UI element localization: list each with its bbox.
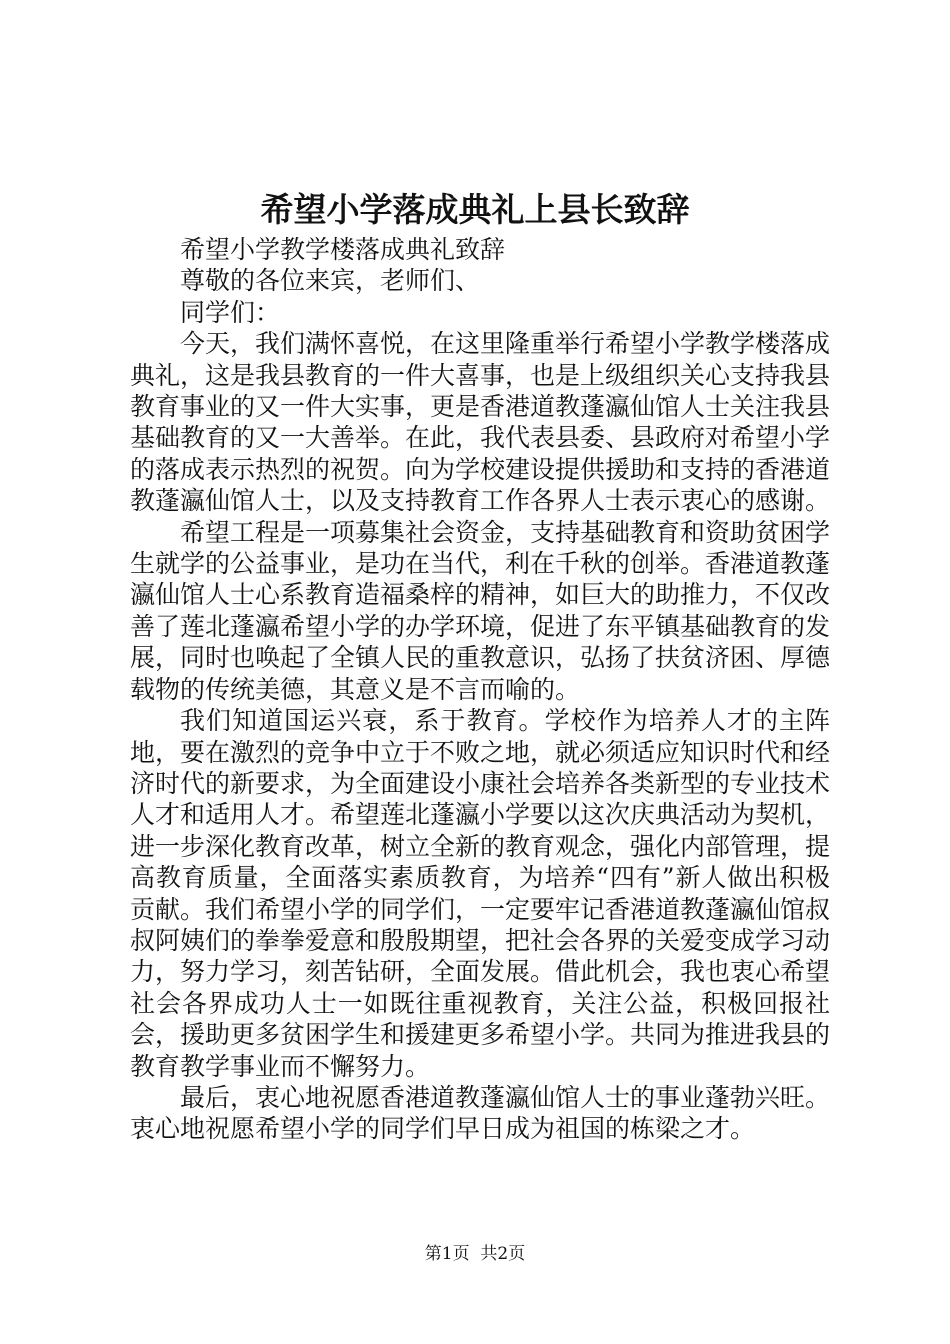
body-paragraph: 希望工程是一项募集社会资金，支持基础教育和资助贫困学生就学的公益事业，是功在当代，利在千秋的创举。香港道教蓬瀛仙馆人士心系教育造福桑梓的精神，如巨大的助推力，不仅改善了莲北蓬瀛希望小学的办学环境，促进了东平镇基础教育的发展，同时也唤起了全镇人民的重教意识，弘扬了扶贫济困、厚德载物的传统美德，其意义是不言而喻的。 [130,517,831,704]
page-number: 第1页 共2页 [424,1244,526,1264]
salutation-paragraph: 尊敬的各位来宾，老师们、 [180,266,481,296]
body-paragraph: 今天，我们满怀喜悦，在这里隆重举行希望小学教学楼落成典礼，这是我县教育的一件大喜事，也是上级组织关心支持我县教育事业的又一件大实事，更是香港道教蓬瀛仙馆人士关注我县基础教育的又一大善举。在此，我代表县委、县政府对希望小学的落成表示热烈的祝贺。向为学校建设提供援助和支持的香港道教蓬瀛仙馆人士，以及支持教育工作各界人士表示衷心的感谢。 [130,329,831,516]
document-body [130,234,830,1145]
document-title: 希望小学落成典礼上县长致辞 [260,190,690,229]
subtitle-paragraph: 希望小学教学楼落成典礼致辞 [180,235,506,264]
salutation-paragraph-continued: 同学们： [180,297,281,327]
closing-paragraph: 最后，衷心地祝愿香港道教蓬瀛仙馆人士的事业蓬勃兴旺。衷心地祝愿希望小学的同学们早日成为祖国的栋梁之才。 [130,1082,831,1144]
body-paragraph: 我们知道国运兴衰，系于教育。学校作为培养人才的主阵地，要在激烈的竞争中立于不败之地，就必须适应知识时代和经济时代的新要求，为全面建设小康社会培养各类新型的专业技术人才和适用人才。希望莲北蓬瀛小学要以这次庆典活动为契机，进一步深化教育改革，树立全新的教育观念，强化内部管理，提高教育质量，全面落实素质教育，为培养“四有”新人做出积极贡献。我们希望小学的同学们，一定要牢记香港道教蓬瀛仙馆叔叔阿姨们的拳拳爱意和殷殷期望，把社会各界的关爱变成学习动力，努力学习，刻苦钻研，全面发展。借此机会，我也衷心希望社会各界成功人士一如既往重视教育，关注公益，积极回报社会，援助更多贫困学生和援建更多希望小学。共同为推进我县的教育教学事业而不懈努力。 [130,706,831,1081]
page-footer [0,1242,950,1266]
